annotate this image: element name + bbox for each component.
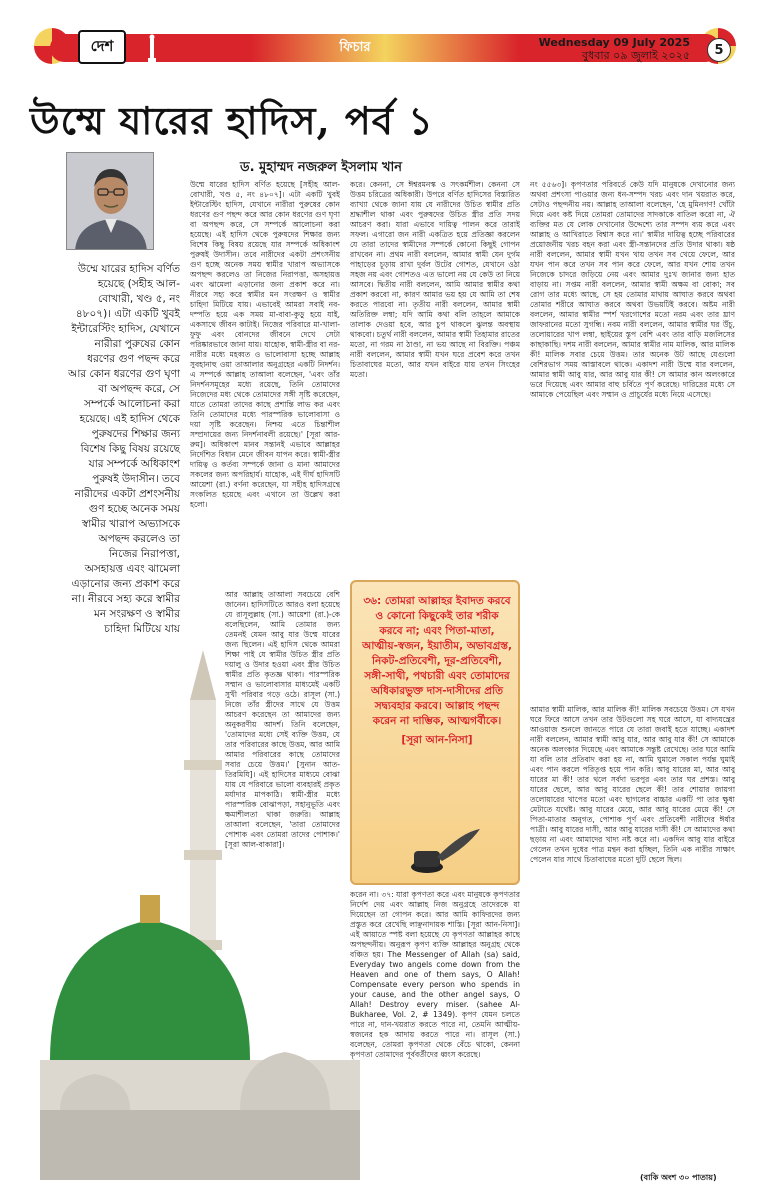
article-column-bottom-mid: করেন না। ৩৭: যারা কৃপণতা করে এবং মানুষকে কৃপণতার নির্দেশ দেয় এবং আল্লাহ নিজ অনুগ্রহে তাদেরকে যা দিয়েছেন তা গোপন করে। আর আমি কাফিরদের জন্য প্রস্তুত করে রেখেছি লাঞ্ছনাদায়ক শাস্তি। [সূরা আন-নিসা]। এই আয়াতে স্পষ্ট বলা হয়েছে যে কৃপণতা আল্লাহর কাছে অপছন্দনীয়। অনুরূপ কৃপণ ব্যক্তি আল্লাহর অনুগ্রহ থেকে বঞ্চিত হয়। The Messenger of Allah (sa) said, Everyday two angels come down from the Heaven and one of them says, O Allah! Compensate every person who spends in your cause, and the other angel says, O Allah! Destroy every miser. (sahee Al-Bukharee, Vol. 2, # 1349). কৃপণ যেমন চলতে পারে না, দান-খয়রাত করতে পারে না, তেমনি আত্মীয়-স্বজনের হক আদায় করতে পারে না। রাসূল (সা.) বলেছেন, তোমরা কৃপণতা থেকে বেঁচে থাকো, কেননা কৃপণতা তোমাদের পূর্ববর্তীদের ধ্বংস করেছে। <box>350 890 520 1059</box>
mosque-illustration <box>40 640 360 1180</box>
pull-quote: উম্মে যারের হাদিস বর্ণিত হয়েছে (সহীহ আল-বোখারী, খণ্ড ৫, নং ৪৮০৭)। এটা একটি খুবই ইন্টারেস্টিং হাদিস, যেখানে নারীরা পুরুষের কোন ধরণের গুণ পছন্দ করে আর কোন ধরণের গুণ ঘৃণা বা অপছন্দ করে, সে সম্পর্কে আলোচনা করা হয়েছে। এই হাদিস থেকে পুরুষদের শিক্ষার জন্য বিশেষ কিছু বিষয় রয়েছে যার সম্পর্কে অধিকাংশ পুরুষই উদাসীন। তবে নারীদের একটা প্রশংসনীয় গুণ হচ্ছে অনেক সময় স্বামীর খারাপ অভ্যাসকে অপছন্দ করলেও তা নিজের নিরাপত্তা, অসহায়ত্ত এবং ঝামেলা এড়ানোর জন্য প্রকাশ করে না। নীরবে সহ্য করে স্বামীর মন সংরক্ষণ ও স্বামীর চাহিদা মিটিয়ে যায় <box>68 263 180 635</box>
quote-box-text <box>362 594 512 748</box>
article-column-2: করে। কেননা, সে ঈশ্বরমনস্ক ও সৎকর্মশীল। কেননা সে উত্তম চরিত্রের অধিকারী। উপরে বর্ণিত হাদিসের বিস্তারিত ব্যাখ্যা থেকে জানা যায় যে নারীদের উচিত স্বামীর প্রতি শ্রদ্ধাশীল থাকা এবং পুরুষদের উচিত স্ত্রীর প্রতি সদয় আচরণ করা। যারা এভাবে দায়িত্ব পালন করে তারাই সফল। এগারো জন নারী একত্রিত হয়ে প্রতিজ্ঞা করলেন যে তারা তাদের স্বামীদের সম্পর্কে কোনো কিছুই গোপন রাখবেন না। প্রথম নারী বললেন, আমার স্বামী যেন দুর্গম পাহাড়ের চূড়ায় রাখা দুর্বল উটের গোশত, যেখানে ওঠা সহজ নয় এবং গোশতও এত ভালো নয় যে কেউ তা নিয়ে আসবে। দ্বিতীয় নারী বললেন, আমি আমার স্বামীর কথা প্রকাশ করবো না, কারণ আমার ভয় হয় যে আমি তা শেষ করতে পারবো না। তৃতীয় নারী বললেন, আমার স্বামী অতিরিক্ত লম্বা; যদি আমি কথা বলি তাহলে আমাকে তালাক দেওয়া হবে, আর চুপ থাকলে ঝুলন্ত অবস্থায় থাকবো। চতুর্থ নারী বললেন, আমার স্বামী তিহামার রাতের মতো, না গরম না ঠাণ্ডা, না ভয় আছে না বিরক্তি। পঞ্চম নারী বললেন, আমার স্বামী যখন ঘরে প্রবেশ করে তখন চিতাবাঘের মতো, আর যখন বাইরে যায় তখন সিংহের মতো। <box>350 180 520 379</box>
article-column-1: উম্মে যারের হাদিস বর্ণিত হয়েছে [সহীহ আল-বোখারী, খণ্ড ৫, নং ৪৮০৭]। এটা একটি খুবই ইন্টারেস্টিং হাদিস, যেখানে নারীরা পুরুষের কোন ধরণের গুণ পছন্দ করে আর কোন ধরণের গুণ ঘৃণা বা অপছন্দ করে, সে সম্পর্কে আলোচনা করা হয়েছে। এই হাদিস থেকে পুরুষদের শিক্ষার জন্য বিশেষ কিছু বিষয় রয়েছে যার সম্পর্কে অধিকাংশ পুরুষই উদাসীন। তবে নারীদের একটা প্রশংসনীয় গুণ হচ্ছে অনেক সময় স্বামীর খারাপ অভ্যাসকে অপছন্দ করলেও তা নিজের নিরাপত্তা, অসহায়ত্ত এবং ঝামেলা এড়ানোর জন্য প্রকাশ করে না। নীরবে সহ্য করে স্বামীর মন সংরক্ষণ ও স্বামীর চাহিদা মিটিয়ে যায়। এভাবেই আমরা সবাই নব-দম্পতি হয়ে এক সময় মা-বাবা-কুড়ু হয়ে যাই, একসাথে জীবন কাটাই। নিজের পরিবারে মা-খালা-ফুফু এবং বোনদের জীবনে দেখে সেটা পরিষ্কারভাবে জানা যায়। যাহোক, স্বামী-স্ত্রীর বা নর-নারীর মধ্যে মহব্বত ও ভালোবাসা হচ্ছে আল্লাহ সুবহানাহু ওয়া তাআলার অনুগ্রহের একটি নিদর্শন। এ সম্পর্কে আল্লাহ তাআলা বলেছেন, 'এবং তাঁর নিদর্শনসমূহের মধ্যে রয়েছে, তিনি তোমাদের নিজেদের মধ্য থেকে তোমাদের সঙ্গী সৃষ্টি করেছেন, যাতে তোমরা তাদের কাছে প্রশান্তি লাভ কর এবং তিনি তোমাদের মধ্যে পারস্পরিক ভালোবাসা ও দয়া সৃষ্টি করেছেন। নিশ্চয় এতে চিন্তাশীল সম্প্রদায়ের জন্য নিদর্শনাবলী রয়েছে।' [সূরা আর-রুম]। অধিকাংশ মানব সন্তানই এভাবে আল্লাহর নির্দেশিত বিধান মেনে জীবন যাপন করে। স্বামী-স্ত্রীর দায়িত্ব ও কর্তব্য সম্পর্কে জানা ও মানা আমাদের সকলের জন্য অপরিহার্য। যাহোক, এই দীর্ঘ হাদিসটি আয়েশা (রা.) বর্ণনা করেছেন, যা সহীহ হাদিসগ্রন্থে সংকলিত হয়েছে এবং এখানে তা উল্লেখ করা হলো। <box>190 180 340 509</box>
date-block <box>520 36 690 62</box>
statue-icon <box>145 34 159 62</box>
quote-source: [সূরা আন-নিসা] <box>401 734 473 746</box>
author-name: ড. মুহাম্মদ নজরুল ইসলাম খান <box>240 160 403 175</box>
date-english: Wednesday 09 July 2025 <box>538 36 690 49</box>
page-number: 5 <box>707 38 731 62</box>
section-label: ফিচার <box>339 39 371 55</box>
quote-verse: ৩৬: তোমরা আল্লাহর ইবাদত করবে ও কোনো কিছুকেই তার শরীক করবে না; এবং পিতা-মাতা, আত্মীয়-স্বজন, ইয়াতীম, অভাবগ্রস্ত, নিকট-প্রতিবেশী, দূর-প্রতিবেশী, সঙ্গী-সাথী, পথচারী এবং তোমাদের অধিকারভুক্ত দাস-দাসীদের প্রতি সদ্ব্যবহার করবে। আল্লাহ পছন্দ করেন না দাম্ভিক, আত্মগর্বীকে। <box>362 595 512 727</box>
continued-note: (বাকি অংশ ৩০ পাতায়) <box>640 1173 717 1182</box>
page-header <box>0 0 770 70</box>
quote-box <box>350 580 520 885</box>
article-title: উম্মে যারের হাদিস, পর্ব ১ <box>30 98 434 143</box>
newspaper-logo[interactable]: দেশ <box>78 30 126 64</box>
article-column-3: নং ৫৫৬৩]। কৃপণতার পরিবর্তে কেউ যদি মানুষকে দেখানোর জন্য অথবা প্রশংসা পাওয়ার জন্য ধন-সম্পদ খরচ এবং দান খয়রাত করে, সেটাও পছন্দনীয় নয়। আল্লাহ তাআলা বলেছেন, 'হে মুমিনগণ! খোঁটা দিয়ে এবং কষ্ট দিয়ে তোমরা তোমাদের সাদকাকে বাতিল করো না, ঐ ব্যক্তির মত যে লোক দেখানোর উদ্দেশ্যে তার সম্পদ ব্যয় করে এবং আল্লাহ ও আখিরাতে বিশ্বাস করে না।' স্বামীর দায়িত্ব হচ্ছে পরিবারের প্রয়োজনীয় খরচ বহন করা এবং স্ত্রী-সন্তানদের প্রতি উদার থাকা। ষষ্ঠ নারী বললেন, আমার স্বামী যখন খায় তখন সব খেয়ে ফেলে, আর যখন পান করে তখন সব পান করে ফেলে, আর যখন শোয় তখন নিজেকে চাদরে জড়িয়ে নেয় এবং আমার দুঃখ জানার জন্য হাত বাড়ায় না। সপ্তম নারী বললেন, আমার স্বামী অক্ষম বা বোকা; সব রোগ তার মধ্যে আছে, সে হয় তোমার মাথায় আঘাত করবে অথবা তোমার শরীরে আঘাত করবে অথবা উভয়টিই করবে। অষ্টম নারী বললেন, আমার স্বামীর স্পর্শ খরগোশের মতো নরম এবং তার ঘ্রাণ জাফরানের মতো সুগন্ধি। নবম নারী বললেন, আমার স্বামীর ঘর উঁচু, তলোয়ারের খাপ লম্বা, ছাইয়ের স্তূপ বেশি এবং তার বাড়ি মজলিসের কাছাকাছি। দশম নারী বললেন, আমার স্বামীর নাম মালিক, আর মালিক কী! মালিক সবার চেয়ে উত্তম। তার অনেক উট আছে যেগুলো বেশিরভাগ সময় আস্তাবলে থাকে। একাদশ নারী উম্মে যার বললেন, আমার স্বামী আবু যার, আর আবু যার কী! সে আমার কান অলংকারে ভরে দিয়েছে এবং আমার বাহু চর্বিতে পূর্ণ করেছে। দারিদ্রের মধ্যে সে আমাকে পেয়েছিল এবং সম্মান ও প্রাচুর্যের মধ্যে নিয়ে এসেছে। <box>530 180 735 399</box>
article-column-mid-lower: আর আল্লাহ তাআলা সবচেয়ে বেশি জানেন। হাদিসটিতে আরও বলা হয়েছে যে রাসূলুল্লাহ (সা.) আয়েশা (রা.)-কে বলেছিলেন, আমি তোমার জন্য তেমনই যেমন আবু যার উম্মে যারের জন্য ছিলেন। এই হাদিস থেকে আমরা শিক্ষা পাই যে স্বামীর উচিত স্ত্রীর প্রতি দয়ালু ও উদার হওয়া এবং স্ত্রীর উচিত স্বামীর প্রতি কৃতজ্ঞ থাকা। পারস্পরিক সম্মান ও ভালোবাসার মাধ্যমেই একটি সুখী পরিবার গড়ে ওঠে। রাসূল (সা.) নিজে তাঁর স্ত্রীদের সাথে যে উত্তম আচরণ করেছেন তা আমাদের জন্য অনুকরণীয় আদর্শ। তিনি বলেছেন, 'তোমাদের মধ্যে সেই ব্যক্তি উত্তম, যে তার পরিবারের কাছে উত্তম, আর আমি আমার পরিবারের কাছে তোমাদের সবার চেয়ে উত্তম।' [সুনান আত-তিরমিযি]। এই হাদিসের মাধ্যমে বোঝা যায় যে পরিবারে ভালো ব্যবহারই প্রকৃত মর্যাদার মাপকাঠি। স্বামী-স্ত্রীর মধ্যে পারস্পরিক বোঝাপড়া, সহানুভূতি এবং ক্ষমাশীলতা থাকা জরুরি। আল্লাহ তাআলা বলেছেন, 'তারা তোমাদের পোশাক এবং তোমরা তাদের পোশাক।' [সূরা আল-বাকারা]। <box>225 590 340 849</box>
article-column-right-lower: আমার স্বামী মালিক, আর মালিক কী! মালিক সবচেয়ে উত্তম। সে যখন ঘরে ফিরে আসে তখন তার উটগুলো সহ ঘরে আসে, যা বাদ্যযন্ত্রের আওয়াজ শুনলে জানতে পারে যে তারা জবাই হতে যাচ্ছে। একাদশ নারী বললেন, আমার স্বামী আবু যার, আর আবু যার কী! সে আমাকে অনেক অলংকার দিয়েছে এবং আমাকে সন্তুষ্ট রেখেছে। তার ঘরে আমি যা বলি তার প্রতিবাদ করা হয় না, আমি ঘুমালে সকাল পর্যন্ত ঘুমাই এবং পান করলে পরিতৃপ্ত হয়ে পান করি। আবু যারের মা, আর আবু যারের মা কী! তার থলে সর্বদা ভরপুর এবং তার ঘর প্রশস্ত। আবু যারের ছেলে, আর আবু যারের ছেলে কী! তার শোয়ার জায়গা তলোয়ারের খাপের মতো এবং ছাগলের বাচ্চার একটি পা তার ক্ষুধা মেটাতে যথেষ্ট। আবু যারের মেয়ে, আর আবু যারের মেয়ে কী! সে পিতা-মাতার অনুগত, পোশাক পূর্ণ এবং প্রতিবেশী নারীদের ঈর্ষার পাত্রী। আবু যারের দাসী, আর আবু যারের দাসী কী! সে আমাদের কথা ছড়ায় না এবং আমাদের খাদ্য নষ্ট করে না। একদিন আবু যার বাইরে গেলেন তখন দুধের পাত্র মন্থন করা হচ্ছিল, তিনি এক নারীর সাক্ষাৎ পেলেন যার সাথে চিতাবাঘের মতো দুটি ছেলে ছিল। <box>530 705 735 864</box>
author-photo <box>66 152 154 250</box>
inkwell-quill-icon <box>392 827 482 877</box>
date-bangla: বুধবার ০৯ জুলাই ২০২৫ <box>582 49 690 62</box>
